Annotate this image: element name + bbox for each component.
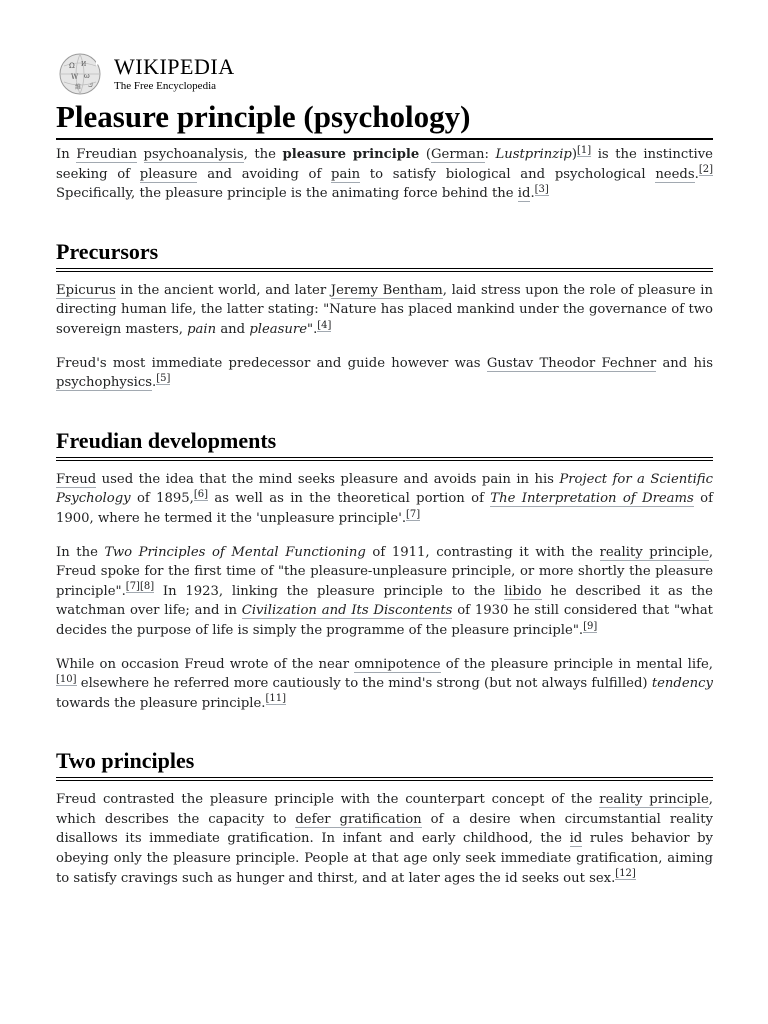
paragraph: In the Two Principles of Mental Functioning of 1911, contrasting it with the reality principle, Freud spoke for the first time of "the pleasure-unpleasure principle, or more shortly the pleasure principle".[7][8] In 1923, linking the pleasure principle to the libido he described it as the watchman over life; and in Civilization and Its Discontents of 1930 he still considered that "what decides the purpose of life is simply the programme of the pleasure principle".[9] [56, 544, 714, 638]
link-reality-principle[interactable]: reality principle [599, 544, 709, 560]
paragraph: Freud's most immediate predecessor and guide however was Gustav Theodor Fechner and his psychophysics.[5] [56, 355, 713, 391]
ref-10[interactable]: [10] [56, 673, 77, 685]
globe-glyph: 維 [75, 84, 82, 91]
article [56, 52, 713, 888]
ref-3[interactable]: [3] [534, 183, 549, 195]
link-pain[interactable]: pain [331, 166, 361, 182]
ref-9[interactable]: [9] [583, 620, 598, 632]
ref-4[interactable]: [4] [317, 319, 332, 331]
link-freudian[interactable]: Freudian [76, 147, 137, 162]
link-reality-principle[interactable]: reality principle [599, 792, 709, 808]
globe-glyph: ω [84, 72, 90, 80]
section-heading: Precursors [56, 238, 713, 272]
link-pleasure[interactable]: pleasure [139, 166, 198, 182]
paragraph: Freud used the idea that the mind seeks pleasure and avoids pain in his Project for a Scientific Psychology of 1895,[6] as well as in the theoretical portion of The Interpretation of Dreams of 1900, where he termed it the 'unpleasure principle'.[7] [56, 471, 713, 526]
paragraph: Freud contrasted the pleasure principle with the counterpart concept of the reality principle, which describes the capacity to defer gratification of a desire when circumstantial reality disallows its immediate gratification. In infant and early childhood, the id rules behavior by obeying only the pleasure principle. People at that age only seek immediate gratification, aiming to satisfy cravings such as hunger and thirst, and at later ages the id seeks out sex.[12] [56, 792, 714, 886]
link-psychophysics[interactable]: psychophysics [56, 375, 153, 391]
paragraph: While on occasion Freud wrote of the near omnipotence of the pleasure principle in mental life,[10] elsewhere he referred more cautiously to the mind's strong (but not always fulfilled) tendency towards the pleasure principle.[11] [56, 656, 713, 711]
link-defer-gratification[interactable]: defer gratification [295, 811, 422, 827]
ref-7[interactable]: [7] [406, 508, 421, 520]
wikipedia-logo[interactable] [56, 52, 713, 96]
link-interpretation-of-dreams[interactable]: The Interpretation of Dreams [490, 491, 694, 507]
link-freud[interactable]: Freud [56, 471, 97, 487]
globe-glyph: ك [88, 82, 93, 89]
ref-11[interactable]: [11] [265, 693, 287, 705]
link-german[interactable]: German [431, 147, 485, 162]
link-psychoanalysis[interactable]: psychoanalysis [143, 147, 244, 162]
section-two-principles [56, 747, 713, 888]
paragraph: Epicurus in the ancient world, and later Jeremy Bentham, laid stress upon the role of pleasure in directing human life, the latter stating: "Nature has placed mankind under the governance of two sovereign masters, pain and pleasure".[4] [56, 282, 713, 337]
ref-1[interactable]: [1] [577, 144, 592, 156]
globe-icon [56, 52, 104, 96]
link-epicurus[interactable]: Epicurus [56, 282, 116, 298]
section-precursors [56, 238, 713, 393]
globe-glyph: W [71, 73, 79, 81]
wordmark-title: WIKIPEDIA [114, 54, 235, 79]
ref-2[interactable]: [2] [698, 164, 713, 176]
link-jeremy-bentham[interactable]: Jeremy Bentham [330, 282, 443, 298]
section-heading: Freudian developments [56, 427, 713, 461]
page-title: Pleasure principle (psychology) [56, 98, 713, 140]
globe-glyph: Ω [69, 62, 75, 70]
link-omnipotence[interactable]: omnipotence [354, 656, 441, 672]
ref-6[interactable]: [6] [193, 488, 209, 500]
link-id[interactable]: id [569, 831, 583, 847]
wordmark-tagline: The Free Encyclopedia [114, 80, 217, 92]
section-heading: Two principles [56, 747, 713, 781]
link-id[interactable]: id [517, 186, 531, 202]
ref-5[interactable]: [5] [156, 372, 171, 384]
ref-12[interactable]: [12] [615, 868, 636, 880]
globe-glyph: И [81, 61, 87, 68]
section-freudian-developments [56, 427, 713, 714]
link-needs[interactable]: needs [655, 166, 695, 182]
bold-term: pleasure principle [282, 147, 420, 162]
link-fechner[interactable]: Gustav Theodor Fechner [486, 355, 657, 371]
link-libido[interactable]: libido [504, 583, 542, 599]
wordmark [114, 56, 235, 92]
intro-paragraph: In Freudian psychoanalysis, the pleasure principle (German: Lustprinzip)[1] is the instinctive seeking of pleasure and avoiding of pain to satisfy biological and psychological needs.[2] Specifically, the pleasure principle is the animating force behind the id.[3] [56, 144, 713, 202]
italic-term: Lustprinzip [495, 147, 572, 162]
link-civilization[interactable]: Civilization and Its Discontents [241, 603, 453, 619]
ref-7-8[interactable]: [7][8] [125, 581, 155, 593]
